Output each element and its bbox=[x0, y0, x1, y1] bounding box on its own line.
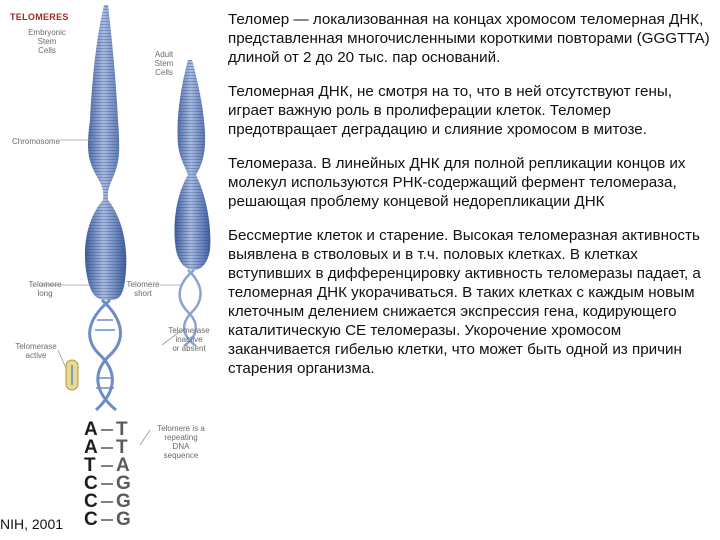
telomere-figure bbox=[0, 0, 225, 540]
label-chromosome: Chromosome bbox=[11, 137, 60, 146]
figure-credit: NIH, 2001 bbox=[0, 516, 64, 532]
paragraph-immortality-aging bbox=[228, 226, 716, 378]
term-telomeric-dna: Теломерная ДНК bbox=[228, 83, 349, 100]
label-repeating-dna: Telomere is a repeating DNA sequence bbox=[157, 424, 205, 460]
left-base: C bbox=[84, 491, 98, 512]
label-telomerase-inactive: Telomerase inactive or absent bbox=[168, 326, 210, 353]
left-base: T bbox=[84, 455, 96, 476]
right-base: T bbox=[116, 437, 128, 458]
paragraph-telomerase bbox=[228, 154, 716, 211]
left-base: A bbox=[84, 419, 98, 440]
paragraph-telomere bbox=[228, 10, 716, 67]
left-base: C bbox=[84, 509, 98, 530]
paragraph-body: не смотря на то, что в ней отсутствуют гены, играет важную роль в пролиферации клеток. Теломер предотвращает деградацию и слияние хромосом в митозе. bbox=[228, 83, 672, 138]
term-immortality-aging: Бессмертие клеток и старение bbox=[228, 227, 445, 244]
label-telomere-short: Telomere short bbox=[126, 280, 160, 298]
term-separator: , bbox=[348, 83, 358, 100]
term-separator: . bbox=[312, 155, 322, 172]
paragraph-body: Высокая теломеразная активность выявлена в стволовых и в т.ч. половых клетках. В клетках вступивших в дифференцировку активность теломеразы падает, а теломерная ДНК укорачиваться. В таких клетках с каждым новым клеточным делением снижается экспрессия гена, кодирующего каталитическую СЕ теломеразы. Укорочение хромосом заканчивается гибелью клетки, что может быть одной из причин старения организма. bbox=[228, 227, 701, 377]
right-base: G bbox=[116, 509, 131, 530]
paragraph-body: В линейных ДНК для полной репликации концов их молекул используются РНК-содержащий фермент теломераза, решающая проблему концевой недорепликации ДНК bbox=[228, 155, 686, 210]
paragraph-body: локализованная на концах хромосом теломерная ДНК, представленная многочисленными короткими повторами (GGGTTA) длиной от 2 до 20 тыс. пар оснований. bbox=[228, 11, 710, 66]
term-separator: . bbox=[444, 227, 453, 244]
term-separator: — bbox=[289, 11, 313, 28]
paragraph-telomeric-dna bbox=[228, 82, 716, 139]
right-base: G bbox=[116, 473, 131, 494]
left-base: C bbox=[84, 473, 98, 494]
label-telomere-long: Telomere long bbox=[28, 280, 62, 298]
label-embryonic-stem-cells: Embryonic Stem Cells bbox=[28, 28, 66, 55]
term-telomerase: Теломераза bbox=[228, 155, 313, 172]
base-pair-dashes bbox=[0, 0, 225, 540]
figure-title: TELOMERES bbox=[10, 12, 69, 22]
right-base: A bbox=[116, 455, 130, 476]
label-telomerase-active: Telomerase active bbox=[15, 342, 57, 360]
term-telomere: Теломер bbox=[228, 11, 290, 28]
label-adult-stem-cells: Adult Stem Cells bbox=[154, 50, 174, 77]
right-base: G bbox=[116, 491, 131, 512]
text-column bbox=[228, 10, 716, 393]
right-base: T bbox=[116, 419, 128, 440]
left-base: A bbox=[84, 437, 98, 458]
